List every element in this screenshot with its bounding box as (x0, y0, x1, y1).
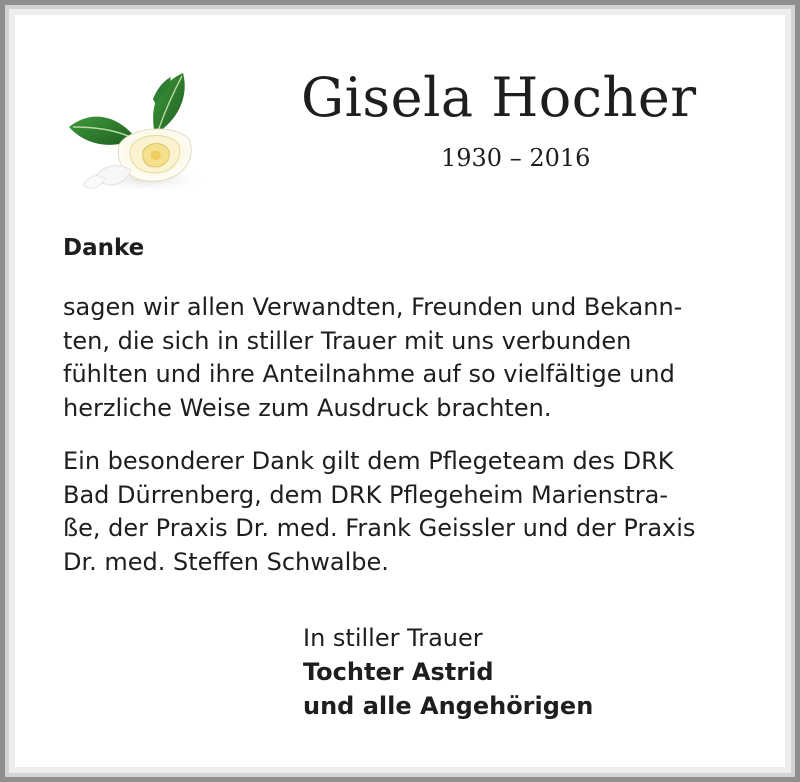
signature-relatives: und alle Angehörigen (303, 692, 594, 720)
thanks-heading: Danke (63, 235, 145, 261)
closing-line: In stiller Trauer (303, 624, 483, 652)
signature-block (303, 621, 593, 723)
thanks-paragraph: sagen wir allen Verwandten, Freunden und Bekann- ten, die sich in stiller Trauer mit uns verbunden fühlten und ihre Anteilnahme auf so vielfältige und herzliche Weise zum Ausdruck brachten. (63, 293, 683, 422)
white-rose-icon (65, 67, 205, 197)
deceased-name: Gisela Hocher (301, 66, 697, 129)
special-thanks-paragraph: Ein besonderer Dank gilt dem Pflegeteam des DRK Bad Dürrenberg, dem DRK Pflegeheim Marienstra- ße, der Praxis Dr. med. Frank Geissler und der Praxis Dr. med. Steffen Schwalbe. (63, 447, 696, 576)
signature-name: Tochter Astrid (303, 658, 494, 686)
life-years: 1930 – 2016 (441, 144, 591, 172)
